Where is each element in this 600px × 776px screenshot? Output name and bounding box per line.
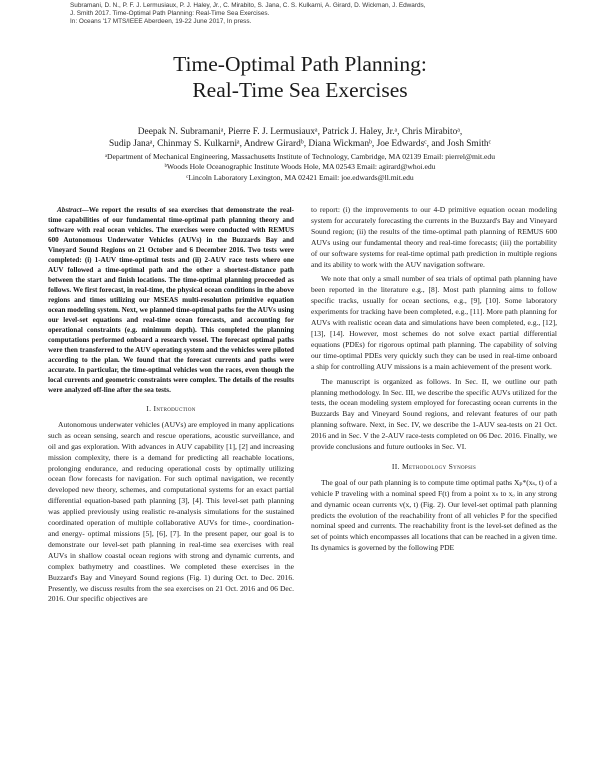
citation-line: J. Smith 2017. Time-Optimal Path Planning: Real-Time Sea Exercises. — [70, 10, 270, 18]
intro-paragraph-4: The manuscript is organized as follows. In Sec. II, we outline our path planning methodology. In Sec. III, we describe the specific AUVs utilized for the tests, the ocean modeling system employed for forecasting ocean currents in the Buzzards Bay and Vineyard Sound regions, and relevant features of our path planning software. Next, in Sec. IV, we describe the 1-AUV sea-tests on 21 Oct. 2016 and in Sec. V the 2-AUV race-tests completed on 06 Dec. 2016. Finally, we provide conclusions and future outlooks in Sec. VI. — [311, 376, 557, 452]
citation-line: Subramani, D. N., P. F. J. Lermusiaux, P. J. Haley, Jr., C. Mirabito, S. Jana, C. S. Kulkarni, A. Girard, D. Wickman, J. Edwards, — [70, 2, 426, 9]
author-line: Sudip Janaᵃ, Chinmay S. Kulkarniᵃ, Andrew Girardᵇ, Diana Wickmanᵇ, Joe Edwardsᶜ, and Josh Smithᶜ — [108, 139, 492, 149]
intro-paragraph-2: to report: (i) the improvements to our 4-D primitive equation ocean modeling system for accurately forecasting the currents in the Buzzard's Bay and Vineyard Sound region; (ii) the results of the time-optimal path planning of REMUS 600 AUVs using our fundamental theory and real-time forecasts; (iii) the portability of our software systems for real-time optimal path prediction in multiple regions and its ability to work with the AUV navigation software. — [311, 205, 557, 269]
left-column — [48, 205, 294, 605]
abstract-lead: Abstract — [57, 206, 82, 214]
title-line: Real-Time Sea Exercises — [192, 78, 408, 102]
section-name: Introduction — [153, 404, 196, 413]
affiliation-b: ᵇWoods Hole Oceanographic Institute Woods Hole, MA 02543 Email: agirard@whoi.edu — [164, 162, 436, 172]
author-list — [40, 126, 560, 150]
section-heading-methodology — [311, 462, 557, 473]
methodology-paragraph-1: The goal of our path planning is to compute time optimal paths Xₚ*(xₛ, t) of a vehicle P traveling with a nominal speed F(t) from a point xₛ to xₒ in any strong and dynamic ocean currents v(x, t) (Fig. 2). Our level-set optimal path planning predicts the evolution of the reachability front of all vehicles P for the specified nominal speed and currents. The reachability front is the level-set defined as the set of points which encompasses all locations that can be reached in a given time. Its dynamics is governed by the following PDE — [311, 477, 557, 553]
intro-paragraph-1: Autonomous underwater vehicles (AUVs) are employed in many applications such as ocean sensing, search and rescue operations, acoustic surveillance, and oil and gas exploration. With advances in AUV capability [1], [2] and increasing mission complexity, there is a demand for predicting all reachable locations, prolonging endurance, and reducing operational costs by optimally utilizing ocean flow forecasts for navigation. For such optimal navigation, we recently developed new theory, schemes, and computational systems for an exact partial differential equation-based path planning [3], [4]. This level-set path planning was applied previously using realistic re-analysis simulations for the sustained coordinated operation of multiple collaborative AUVs for time-, coordination- and energy- optimal missions [5], [6], [7]. In the present paper, our goal is to demonstrate our level-set path planning in real-time sea exercises with real AUVs in shallow coastal ocean regions with strong and dynamic currents, and complex bathymetry and coastlines. We completed these exercises in the Buzzard's Bay and Vineyard Sound regions (Fig. 1) during Oct. to Dec. 2016. Presently, we discuss results from the sea exercises on 21 Oct. 2016 and 06 Dec. 2016. Our specific objectives are — [48, 419, 294, 604]
affiliations — [40, 152, 560, 183]
section-name: Methodology Synopsis — [401, 461, 477, 471]
abstract-text: —We report the results of sea exercises that demonstrate the real-time capabilities of our fundamental time-optimal path planning theory and software with real ocean vehicles. The exercises were conducted with REMUS 600 Autonomous Underwater Vehicles (AUVs) in the Buzzards Bay and Vineyard Sound Regions on 21 October and 6 December 2016. Two tests were completed: (i) 1-AUV time-optimal tests and (ii) 2-AUV race tests where one AUV followed a time-optimal path and the other a shortest-distance path between the start and finish locations. The time-optimal planning proceeded as follows. We first forecast, in real-time, the physical ocean conditions in the above regions and times utilizing our MSEAS multi-resolution primitive equation ocean modeling system. Next, we planned time-optimal paths for the AUVs using our level-set equations and real-time ocean forecasts, and accounting for operational constraints (e.g. minimum depth). This completed the planning computations performed onboard a research vessel. The forecast optimal paths were then transferred to the AUV operating system and the vehicles were piloted according to the plan. We found that the forecast currents and paths were accurate. In particular, the time-optimal vehicles won the races, even though the local currents and geometric constraints were complex. The details of the results were analyzed off-line after the sea tests. — [48, 206, 294, 394]
affiliation-a: ᵃDepartment of Mechanical Engineering, Massachusetts Institute of Technology, Cambridge, MA 02139 Email: pierrel@mit.edu — [104, 152, 496, 161]
abstract — [48, 205, 294, 395]
citation-line: In: Oceans '17 MTS/IEEE Aberdeen, 19-22 June 2017, In press. — [70, 18, 252, 26]
section-numeral: I. — [146, 404, 154, 413]
author-line: Deepak N. Subramaniᵃ, Pierre F. J. Lermusiauxᵃ, Patrick J. Haley, Jr.ᵃ, Chris Mirabitoᵃ, — [137, 127, 463, 137]
intro-paragraph-3: We note that only a small number of sea trials of optimal path planning have been reported in the literature e.g., [8]. Most path planning aims to follow specific tracks, usually for ocean sections, e.g., [9], [10]. Some laboratory experiments for tracking have been completed, e.g., [11]. More path planning for AUVs with realistic ocean data and simulations have been completed, e.g., [12], [13], [14]. However, most schemes do not solve exact partial differential equations (PDEs) for rigorous optimal path planning. The capability of solving our time-optimal PDEs very quickly such they can be used in real-time onboard a ship for controlling AUV missions is a main achievement of the present work. — [311, 274, 557, 371]
right-column — [311, 205, 557, 554]
paper-title — [0, 51, 600, 103]
section-numeral: II. — [391, 461, 402, 471]
affiliation-c: ᶜLincoln Laboratory Lexington, MA 02421 Email: joe.edwards@ll.mit.edu — [186, 172, 414, 182]
citation-header — [70, 2, 540, 27]
section-heading-introduction — [48, 404, 294, 415]
title-line: Time-Optimal Path Planning: — [173, 52, 427, 76]
